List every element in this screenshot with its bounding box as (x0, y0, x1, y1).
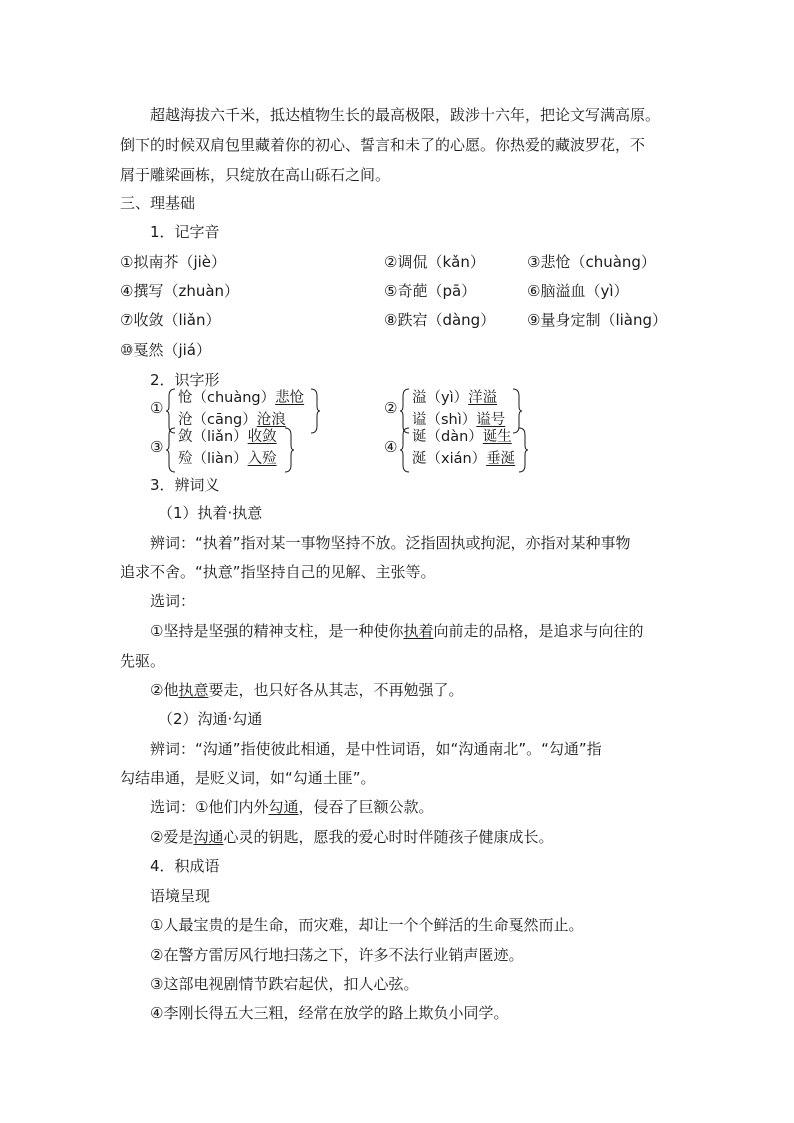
pronunciation-heading: 1．记字音 (150, 223, 220, 241)
pair-1-select-label: 选词： (150, 592, 196, 610)
example-word: 洋溢 (468, 390, 498, 406)
group-number: ④ (384, 438, 398, 456)
pronunciation-item: ⑤奇葩（pā） (384, 282, 477, 300)
left-brace (166, 427, 176, 473)
pronunciation-item: ②调侃（kǎn） (384, 253, 485, 271)
character-form-heading: 2．识字形 (150, 371, 220, 389)
word-meaning-heading: 3．辨词义 (150, 476, 220, 494)
example-word: 诞生 (482, 429, 512, 445)
intro-line-1: 超越海拔六千米，抵达植物生长的最高极限，跋涉十六年，把论文写满高原。 (150, 106, 661, 124)
group-number: ③ (150, 438, 164, 456)
target-word: 勾通 (268, 798, 299, 816)
pair-2-definition-2: 勾结串通，是贬义词，如“勾通土匪”。 (120, 769, 376, 787)
pair-2-definition-1: 辨词：“沟通”指使彼此相通，是中性词语，如“沟通南北”。“勾通”指 (150, 740, 602, 758)
target-word: 执意 (178, 681, 209, 699)
intro-line-3: 屑于雕梁画栋，只绽放在高山砾石之间。 (120, 166, 391, 184)
left-brace (400, 427, 410, 473)
pronunciation-item: ⑥脑溢血（yì） (527, 282, 629, 300)
target-word: 执着 (403, 622, 434, 640)
section-title: 三、理基础 (120, 194, 196, 212)
right-brace (518, 427, 528, 473)
right-brace (284, 427, 294, 473)
example-word: 悲怆 (275, 390, 305, 406)
pair-1-definition-1: 辨词：“执着”指对某一事物坚持不放。泛指固执或拘泥，亦指对某种事物 (150, 534, 631, 552)
character-row: 诞（dàn）诞生 (412, 429, 512, 445)
character-group (150, 427, 300, 473)
character-row: 溢（yì）洋溢 (412, 390, 498, 406)
pronunciation-item: ⑧跌宕（dàng） (384, 311, 496, 329)
intro-line-2: 倒下的时候双肩包里藏着你的初心、誓言和未了的心愿。你热爱的藏波罗花，不 (120, 136, 646, 154)
example-word: 谥号 (476, 412, 506, 428)
character-row: 涎（xián）垂涎 (412, 451, 516, 467)
right-brace (310, 388, 320, 434)
character-group (384, 427, 534, 473)
example-word: 垂涎 (486, 451, 516, 467)
pair-1-example-2: ②他执意要走，也只好各从其志，不再勉强了。 (150, 681, 464, 699)
character-row: 殓（liàn）入殓 (178, 451, 277, 467)
idiom-sentence: ③这部电视剧情节跌宕起伏，扣人心弦。 (150, 975, 419, 993)
pronunciation-item: ⑨量身定制（liàng） (527, 311, 668, 329)
example-word: 入殓 (247, 451, 277, 467)
idiom-sentence: ②在警方雷厉风行地扫荡之下，许多不法行业销声匿迹。 (150, 946, 524, 964)
idiom-heading: 4．积成语 (150, 857, 220, 875)
character-row: 敛（liǎn）收敛 (178, 429, 277, 445)
idiom-subtitle: 语境呈现 (150, 887, 211, 905)
pronunciation-item: ⑦收敛（liǎn） (120, 311, 221, 329)
pair-1-heading: （1）执着·执意 (158, 504, 263, 522)
pair-1-example-1-cont: 先驱。 (120, 652, 166, 670)
pronunciation-item: ④撰写（zhuàn） (120, 282, 240, 300)
example-word: 收敛 (247, 429, 277, 445)
character-row: 谥（shì）谥号 (412, 412, 506, 428)
pronunciation-item: ⑩戛然（jiá） (120, 341, 211, 359)
pair-1-definition-2: 追求不舍。“执意”指坚持自己的见解、主张等。 (120, 563, 436, 581)
character-row: 沧（cāng）沧浪 (178, 412, 286, 428)
pair-2-example-1: 选词：①他们内外勾通，侵吞了巨额公款。 (150, 798, 434, 816)
pair-2-heading: （2）沟通·勾通 (158, 710, 263, 728)
pronunciation-item: ③悲怆（chuàng） (527, 253, 656, 271)
target-word: 沟通 (193, 828, 224, 846)
group-number: ② (384, 399, 398, 417)
character-row: 怆（chuàng）悲怆 (178, 390, 305, 406)
pair-2-example-2: ②爱是沟通心灵的钥匙，愿我的爱心时时伴随孩子健康成长。 (150, 828, 554, 846)
group-number: ① (150, 399, 164, 417)
idiom-sentence: ④李刚长得五大三粗，经常在放学的路上欺负小同学。 (150, 1004, 509, 1022)
idiom-sentence: ①人最宝贵的是生命，而灾难，却让一个个鲜活的生命戛然而止。 (150, 916, 584, 934)
pair-1-example-1: ①坚持是坚强的精神支柱，是一种使你执着向前走的品格，是追求与向往的 (150, 622, 644, 640)
example-word: 沧浪 (256, 412, 286, 428)
pronunciation-item: ①拟南芥（jiè） (120, 253, 227, 271)
